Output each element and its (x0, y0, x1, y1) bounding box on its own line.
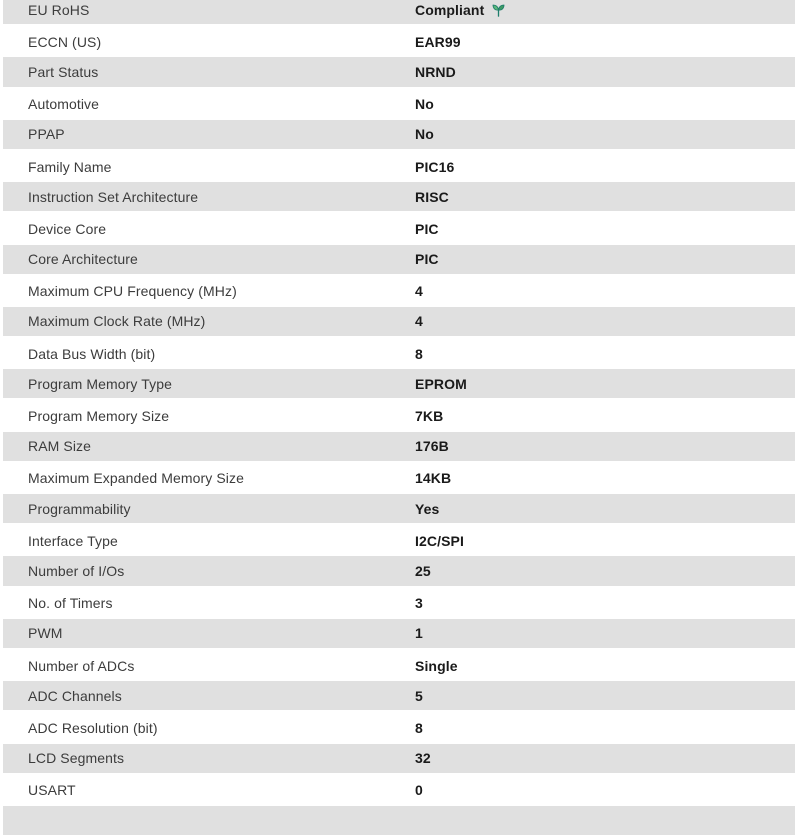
table-row (3, 338, 795, 369)
spec-value-text: I2C/SPI (415, 532, 464, 549)
table-row (3, 245, 795, 276)
spec-value (415, 283, 423, 299)
table-row (3, 775, 795, 806)
spec-label: ADC Channels (28, 687, 122, 704)
spec-label: Family Name (28, 158, 112, 175)
spec-label: Number of ADCs (28, 657, 135, 674)
spec-value-text: 1 (415, 625, 423, 642)
spec-value-text: EAR99 (415, 33, 461, 50)
spec-label: Program Memory Type (28, 375, 173, 392)
spec-value-text: Yes (415, 500, 440, 517)
table-row (3, 89, 795, 120)
spec-value-text: 32 (415, 750, 431, 767)
spec-value (415, 189, 449, 205)
spec-value-text: NRND (415, 63, 456, 80)
spec-value-text: 0 (415, 782, 423, 799)
table-row (3, 182, 795, 213)
spec-label: Instruction Set Architecture (28, 188, 199, 205)
spec-label: Maximum Clock Rate (MHz) (28, 313, 206, 330)
table-row (3, 463, 795, 494)
spec-value-text: 25 (415, 562, 431, 579)
table-row (3, 57, 795, 88)
eco-leaf-icon (491, 2, 506, 17)
spec-value (415, 533, 464, 549)
table-row-partial (3, 806, 795, 837)
spec-value-text: 7KB (415, 408, 444, 425)
spec-label: Maximum Expanded Memory Size (28, 470, 244, 487)
spec-value-text: 8 (415, 345, 423, 362)
spec-label: Device Core (28, 220, 107, 237)
table-row (3, 276, 795, 307)
table-row (3, 307, 795, 338)
spec-label: PWM (28, 625, 63, 642)
spec-label: Maximum CPU Frequency (MHz) (28, 283, 237, 300)
spec-label: ADC Resolution (bit) (28, 719, 158, 736)
spec-table (3, 0, 795, 837)
spec-value (415, 438, 449, 454)
spec-value-text: Compliant (415, 1, 485, 18)
spec-value (415, 221, 439, 237)
table-row (3, 650, 795, 681)
spec-value (415, 251, 439, 267)
table-row (3, 369, 795, 400)
table-row (3, 400, 795, 431)
table-row (3, 494, 795, 525)
table-row (3, 432, 795, 463)
spec-value (415, 688, 423, 704)
spec-label: Data Bus Width (bit) (28, 345, 156, 362)
spec-label: Interface Type (28, 532, 118, 549)
spec-label: USART (28, 782, 76, 799)
spec-value (415, 470, 451, 486)
spec-value (415, 408, 443, 424)
spec-label: Program Memory Size (28, 408, 170, 425)
table-row (3, 712, 795, 743)
spec-value-text: No (415, 126, 434, 143)
spec-value (415, 595, 423, 611)
spec-value-text: 3 (415, 595, 423, 612)
table-row (3, 213, 795, 244)
spec-value (415, 2, 506, 18)
spec-label: Programmability (28, 500, 131, 517)
spec-value (415, 346, 423, 362)
spec-label: Part Status (28, 63, 99, 80)
spec-label: LCD Segments (28, 750, 125, 767)
spec-value (415, 720, 423, 736)
table-row (3, 26, 795, 57)
spec-label: Number of I/Os (28, 562, 125, 579)
spec-value-text: 4 (415, 313, 423, 330)
spec-value (415, 563, 431, 579)
spec-value (415, 782, 423, 798)
spec-value-text: 5 (415, 687, 423, 704)
table-row (3, 681, 795, 712)
spec-value (415, 159, 454, 175)
table-row (3, 588, 795, 619)
spec-value-text: PIC16 (415, 158, 455, 175)
spec-label: Core Architecture (28, 251, 138, 268)
spec-label: Automotive (28, 96, 100, 113)
spec-label: No. of Timers (28, 595, 113, 612)
spec-value (415, 625, 423, 641)
spec-value-text: 4 (415, 283, 423, 300)
spec-value (415, 96, 434, 112)
table-row (3, 525, 795, 556)
spec-value-text: 176B (415, 438, 449, 455)
spec-value (415, 126, 434, 142)
spec-value-text: 8 (415, 719, 423, 736)
spec-value (415, 34, 461, 50)
table-row (3, 0, 795, 26)
spec-label: PPAP (28, 126, 65, 143)
spec-value-text: No (415, 96, 434, 113)
spec-value-text: EPROM (415, 375, 467, 392)
spec-label: RAM Size (28, 438, 92, 455)
table-row (3, 120, 795, 151)
table-row (3, 744, 795, 775)
spec-value (415, 750, 431, 766)
spec-value (415, 501, 439, 517)
table-row (3, 151, 795, 182)
spec-value (415, 64, 456, 80)
spec-value-text: RISC (415, 188, 449, 205)
spec-label: EU RoHS (28, 1, 90, 18)
table-row (3, 619, 795, 650)
spec-value (415, 313, 423, 329)
spec-value-text: 14KB (415, 470, 452, 487)
table-row (3, 556, 795, 587)
spec-value-text: PIC (415, 251, 439, 268)
spec-value (415, 658, 458, 674)
spec-value-text: PIC (415, 220, 439, 237)
spec-label: ECCN (US) (28, 33, 102, 50)
spec-value-text: Single (415, 657, 458, 674)
spec-value (415, 376, 467, 392)
